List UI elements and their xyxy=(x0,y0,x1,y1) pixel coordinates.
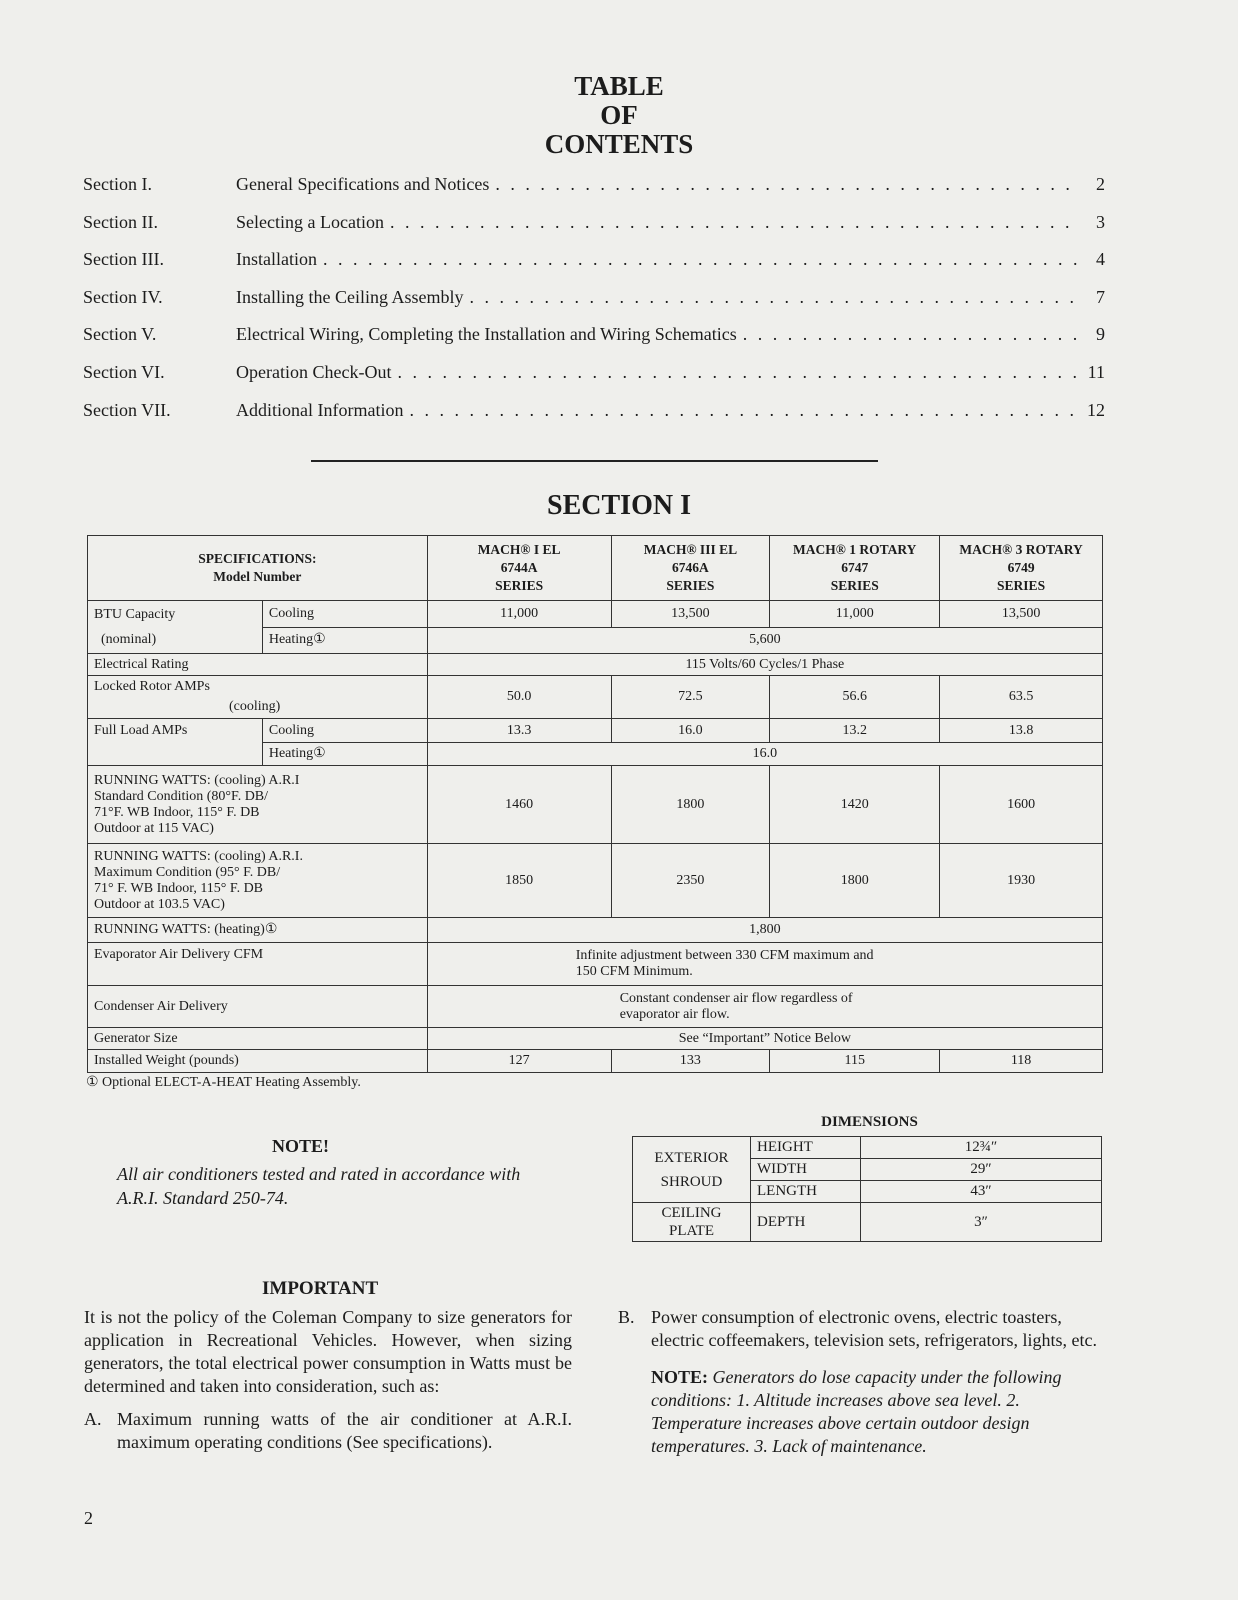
dim-label: HEIGHT xyxy=(751,1137,861,1159)
table-row xyxy=(88,918,1103,943)
toc-section: Section VI. xyxy=(83,361,165,382)
footnote: ① Optional ELECT-A-HEAT Heating Assembly. xyxy=(86,1075,361,1090)
note-label: NOTE: xyxy=(651,1367,709,1387)
row-label: Condenser Air Delivery xyxy=(88,986,428,1028)
toc-section: Section III. xyxy=(83,249,164,270)
cell: 56.6 xyxy=(770,676,940,719)
table-row xyxy=(88,1050,1103,1073)
item-key: A. xyxy=(84,1409,102,1429)
row-label: Evaporator Air Delivery CFM xyxy=(88,943,428,986)
dim-value: 3″ xyxy=(861,1203,1102,1242)
dimensions-heading: DIMENSIONS xyxy=(821,1114,918,1130)
item-text: Maximum running watts of the air conditioner at A.R.I. maximum operating conditions (See specifications). xyxy=(117,1409,572,1452)
table-row xyxy=(88,601,1103,628)
table-header-row xyxy=(88,536,1103,601)
row-label: Full Load AMPs xyxy=(88,719,263,766)
sub-label: Heating① xyxy=(262,627,427,654)
cell: Constant condenser air flow regardless of evaporator air flow. xyxy=(427,986,1102,1028)
toc-title xyxy=(0,72,1238,159)
toc-entry-title: Installation xyxy=(236,249,317,270)
cell: 118 xyxy=(940,1050,1103,1073)
toc-entry xyxy=(83,400,1105,438)
generator-note xyxy=(651,1366,1071,1458)
cell: 133 xyxy=(611,1050,770,1073)
toc-entry-title: Additional Information xyxy=(236,399,404,420)
cell: 13,500 xyxy=(940,601,1103,628)
cell: 16.0 xyxy=(611,719,770,743)
table-row xyxy=(88,654,1103,676)
toc-section: Section II. xyxy=(83,211,158,232)
dim-label: DEPTH xyxy=(751,1203,861,1242)
toc-entry-title: General Specifications and Notices xyxy=(236,174,490,194)
cell: 13.3 xyxy=(427,719,611,743)
toc-page-number: 11 xyxy=(1087,361,1105,382)
table-row xyxy=(88,676,1103,719)
cell: 1800 xyxy=(770,844,940,918)
leader-dots xyxy=(390,212,1081,233)
toc-page-number: 9 xyxy=(1096,324,1105,345)
table-of-contents xyxy=(83,174,1105,437)
note-text: Generators do lose capacity under the following conditions: 1. Altitude increases above sea level. 2. Temperature increases above certain outdoor design temperatures. 3. Lack of maintenance. xyxy=(651,1367,1062,1456)
cell: 1930 xyxy=(940,844,1103,918)
row-label: RUNNING WATTS: (heating)① xyxy=(88,918,428,943)
note-text: All air conditioners tested and rated in accordance with A.R.I. Standard 250-74. xyxy=(117,1164,521,1208)
row-label: Electrical Rating xyxy=(88,654,428,676)
toc-title-line: CONTENTS xyxy=(544,129,694,159)
item-key: B. xyxy=(618,1307,635,1327)
toc-entry-title: Electrical Wiring, Completing the Installation and Wiring Schematics xyxy=(236,324,737,345)
dimensions-table xyxy=(632,1136,1102,1242)
row-label: BTU Capacity (nominal) xyxy=(88,601,263,654)
important-heading: IMPORTANT xyxy=(262,1278,379,1299)
toc-page-number: 7 xyxy=(1096,286,1105,307)
dim-label: WIDTH xyxy=(751,1159,861,1181)
dim-label: LENGTH xyxy=(751,1181,861,1203)
toc-section: Section V. xyxy=(83,324,157,345)
note-heading: NOTE! xyxy=(272,1136,330,1156)
cell: 63.5 xyxy=(940,676,1103,719)
list-item xyxy=(618,1306,1106,1352)
toc-page-number: 3 xyxy=(1096,211,1105,232)
toc-entry-title: Operation Check-Out xyxy=(236,361,392,382)
cell: 11,000 xyxy=(770,601,940,628)
cell: 1850 xyxy=(427,844,611,918)
model-header: MACH® III EL 6746A SERIES xyxy=(611,536,770,601)
toc-entry xyxy=(83,362,1105,400)
cell: 13.8 xyxy=(940,719,1103,743)
cell: 127 xyxy=(427,1050,611,1073)
cell: Infinite adjustment between 330 CFM maximum and 150 CFM Minimum. xyxy=(427,943,1102,986)
cell: 13,500 xyxy=(611,601,770,628)
dim-value: 29″ xyxy=(861,1159,1102,1181)
cell: 115 Volts/60 Cycles/1 Phase xyxy=(427,654,1102,676)
toc-entry xyxy=(83,249,1105,287)
sub-label: Cooling xyxy=(262,601,427,628)
important-body xyxy=(84,1306,572,1454)
leader-dots xyxy=(409,400,1081,421)
cell: 11,000 xyxy=(427,601,611,628)
divider xyxy=(311,460,878,462)
row-label: RUNNING WATTS: (cooling) A.R.I. Maximum Condition (95° F. DB/ 71° F. WB Indoor, 115° F. DB Outdoor at 103.5 VAC) xyxy=(88,844,428,918)
cell: 50.0 xyxy=(427,676,611,719)
toc-title-line: OF xyxy=(600,100,638,130)
sub-label: Cooling xyxy=(262,719,427,743)
cell: See “Important” Notice Below xyxy=(427,1028,1102,1050)
section-title: SECTION I xyxy=(547,490,691,521)
cell: 1,800 xyxy=(427,918,1102,943)
model-header: MACH® 3 ROTARY 6749 SERIES xyxy=(940,536,1103,601)
dim-value: 43″ xyxy=(861,1181,1102,1203)
toc-section: Section VII. xyxy=(83,399,171,420)
cell: 72.5 xyxy=(611,676,770,719)
table-row xyxy=(633,1203,1102,1242)
item-text: Power consumption of electronic ovens, electric toasters, electric coffeemakers, television sets, refrigerators, lights, etc. xyxy=(651,1307,1097,1350)
leader-dots xyxy=(470,287,1082,308)
cell: 1460 xyxy=(427,766,611,844)
table-row xyxy=(88,1028,1103,1050)
cell: 1800 xyxy=(611,766,770,844)
cell: 5,600 xyxy=(427,627,1102,654)
specifications-table xyxy=(87,535,1103,1073)
row-label: Locked Rotor AMPs (cooling) xyxy=(88,676,428,719)
leader-dots xyxy=(743,324,1081,345)
group-label: EXTERIOR SHROUD xyxy=(633,1137,751,1203)
cell: 1420 xyxy=(770,766,940,844)
table-row xyxy=(88,986,1103,1028)
toc-entry xyxy=(83,212,1105,250)
spec-label-header: SPECIFICATIONS: Model Number xyxy=(88,536,428,601)
important-body-continued xyxy=(618,1306,1106,1458)
row-label: RUNNING WATTS: (cooling) A.R.I Standard Condition (80°F. DB/ 71°F. WB Indoor, 115° F. DB Outdoor at 115 VAC) xyxy=(88,766,428,844)
toc-entry-title: Installing the Ceiling Assembly xyxy=(236,286,464,307)
dim-value: 12¾″ xyxy=(861,1137,1102,1159)
toc-entry xyxy=(83,287,1105,325)
leader-dots xyxy=(495,174,1081,195)
sub-label: Heating① xyxy=(262,743,427,766)
leader-dots xyxy=(323,249,1081,270)
toc-section: Section IV. xyxy=(83,286,163,307)
cell: 115 xyxy=(770,1050,940,1073)
toc-page-number: 4 xyxy=(1096,249,1105,270)
toc-title-line: TABLE xyxy=(574,71,664,101)
table-row xyxy=(88,766,1103,844)
toc-page-number: 12 xyxy=(1087,399,1105,420)
model-header: MACH® I EL 6744A SERIES xyxy=(427,536,611,601)
toc-section: Section I. xyxy=(83,174,152,194)
group-label: CEILING PLATE xyxy=(633,1203,751,1242)
toc-entry xyxy=(83,174,1105,212)
cell: 1600 xyxy=(940,766,1103,844)
table-row xyxy=(88,844,1103,918)
row-label: Installed Weight (pounds) xyxy=(88,1050,428,1073)
toc-entry xyxy=(83,324,1105,362)
table-row xyxy=(88,719,1103,743)
cell: 2350 xyxy=(611,844,770,918)
cell: 13.2 xyxy=(770,719,940,743)
list-item xyxy=(84,1408,572,1454)
model-header: MACH® 1 ROTARY 6747 SERIES xyxy=(770,536,940,601)
leader-dots xyxy=(397,362,1081,383)
page-number: 2 xyxy=(84,1508,93,1528)
table-row xyxy=(633,1137,1102,1159)
toc-entry-title: Selecting a Location xyxy=(236,211,384,232)
cell: 16.0 xyxy=(427,743,1102,766)
toc-page-number: 2 xyxy=(1096,174,1105,194)
row-label: Generator Size xyxy=(88,1028,428,1050)
important-text: It is not the policy of the Coleman Company to size generators for application in Recreational Vehicles. However, when sizing generators, the total electrical power consumption in Watts must be determined and taken into consideration, such as: xyxy=(84,1307,572,1396)
table-row xyxy=(88,943,1103,986)
